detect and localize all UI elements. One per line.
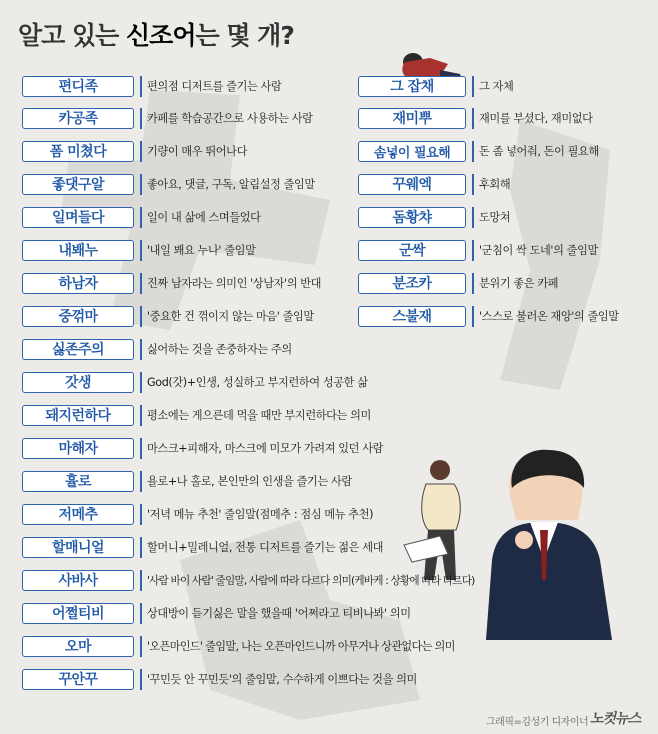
term-badge: 오마 — [22, 636, 134, 657]
term-badge: 할매니얼 — [22, 537, 134, 558]
term-row — [358, 303, 619, 329]
term-meaning: 진짜 남자라는 의미인 '상남자'의 반대 — [147, 277, 322, 290]
term-meaning: '스스로 불러온 재앙'의 줄임말 — [479, 310, 619, 323]
term-meaning: 돈 좀 넣어줘, 돈이 필요해 — [479, 145, 599, 158]
term-row — [22, 534, 383, 560]
term-badge: 솜넣이 필요해 — [358, 141, 466, 162]
term-meaning: '중요한 건 꺾이지 않는 마음' 줄임말 — [147, 310, 314, 323]
term-row — [358, 138, 599, 164]
term-badge: 폼 미쳤다 — [22, 141, 134, 162]
title-highlight: 신조어 — [126, 21, 196, 50]
term-row — [22, 237, 255, 263]
divider — [472, 273, 474, 294]
thinking-woman-illustration — [404, 460, 460, 580]
term-meaning: 카페를 학습공간으로 사용하는 사람 — [147, 112, 313, 125]
term-meaning: '군침이 싹 도네'의 줄임말 — [479, 244, 598, 257]
term-meaning: 할머니+밀레니얼, 전통 디저트를 즐기는 젊은 세대 — [147, 541, 384, 554]
term-meaning: 분위기 좋은 카페 — [479, 277, 559, 290]
term-badge: 돔황챠 — [358, 207, 466, 228]
divider — [140, 405, 142, 426]
page-title — [18, 16, 294, 52]
term-row — [22, 666, 417, 692]
term-row — [358, 105, 593, 131]
divider — [140, 207, 142, 228]
divider — [140, 372, 142, 393]
term-badge: 꾸안꾸 — [22, 669, 134, 690]
term-meaning: 싫어하는 것을 존중하자는 주의 — [147, 343, 292, 356]
term-meaning: 욜로+나 홀로, 본인만의 인생을 즐기는 사람 — [147, 475, 352, 488]
term-row — [22, 567, 474, 593]
divider — [472, 141, 474, 162]
divider — [140, 537, 142, 558]
term-badge: 그 잡채 — [358, 76, 466, 97]
term-row — [22, 435, 383, 461]
term-meaning: 평소에는 게으른데 먹을 때만 부지런하다는 의미 — [147, 409, 371, 422]
divider — [140, 669, 142, 690]
term-badge: 휼로 — [22, 471, 134, 492]
term-badge: 스불재 — [358, 306, 466, 327]
term-meaning: '내일 봬요 누나' 줄임말 — [147, 244, 256, 257]
term-badge: 분조카 — [358, 273, 466, 294]
term-meaning: 기량이 매우 뛰어나다 — [147, 145, 247, 158]
term-badge: 어쩔티비 — [22, 603, 134, 624]
divider — [140, 438, 142, 459]
term-meaning: 후회해 — [479, 178, 511, 191]
term-row — [358, 171, 510, 197]
term-row — [22, 303, 314, 329]
divider — [140, 141, 142, 162]
divider — [140, 273, 142, 294]
term-row — [22, 336, 292, 362]
divider — [140, 108, 142, 129]
term-badge: 일며들다 — [22, 207, 134, 228]
divider — [140, 339, 142, 360]
divider — [140, 174, 142, 195]
term-meaning: 마스크+피해자, 마스크에 미모가 가려져 있던 사람 — [147, 442, 384, 455]
term-row — [22, 73, 281, 99]
term-badge: 좋댓구알 — [22, 174, 134, 195]
term-row — [22, 468, 352, 494]
divider — [472, 76, 474, 97]
term-meaning: '오픈마인드' 줄임말, 나는 오픈마인드니까 아무거나 상관없다는 의미 — [147, 640, 455, 653]
term-meaning: '저녁 메뉴 추천' 줄임말(점메추 : 점심 메뉴 추천) — [147, 508, 374, 521]
divider — [140, 504, 142, 525]
term-badge: 재미뿌 — [358, 108, 466, 129]
term-meaning: '꾸민듯 안 꾸민듯'의 줄임말, 수수하게 이쁘다는 것을 의미 — [147, 673, 417, 686]
divider — [472, 240, 474, 261]
term-row — [22, 501, 373, 527]
term-badge: 사바사 — [22, 570, 134, 591]
term-badge: 싫존주의 — [22, 339, 134, 360]
title-prefix: 알고 있는 — [18, 21, 127, 50]
term-row — [22, 633, 455, 659]
divider — [140, 76, 142, 97]
term-row — [358, 204, 510, 230]
brand-logo: 노컷뉴스 — [590, 711, 641, 727]
term-row — [22, 105, 313, 131]
term-badge: 내봬누 — [22, 240, 134, 261]
term-row — [22, 369, 368, 395]
term-badge: 돼지런하다 — [22, 405, 134, 426]
divider — [472, 306, 474, 327]
term-meaning: God(갓)+인생, 성실하고 부지런하여 성공한 삶 — [147, 376, 368, 389]
term-meaning: 일이 내 삶에 스며들었다 — [147, 211, 261, 224]
thinking-man-illustration — [486, 450, 612, 640]
term-badge: 저메추 — [22, 504, 134, 525]
term-row — [22, 402, 371, 428]
term-badge: 카공족 — [22, 108, 134, 129]
term-meaning: 편의점 디저트를 즐기는 사람 — [147, 80, 282, 93]
divider — [140, 306, 142, 327]
term-meaning: 상대방이 듣기싫은 말을 했을때 '어쩌라고 티비나봐' 의미 — [147, 607, 411, 620]
term-row — [358, 270, 558, 296]
divider — [140, 471, 142, 492]
term-badge: 마해자 — [22, 438, 134, 459]
divider — [140, 570, 142, 591]
term-meaning: 좋아요, 댓글, 구독, 알림설정 줄임말 — [147, 178, 315, 191]
term-row — [358, 237, 598, 263]
term-badge: 군싹 — [358, 240, 466, 261]
term-meaning: 재미를 부셨다, 재미없다 — [479, 112, 593, 125]
graphic-credit: 그래픽=김성기 디자이너 — [486, 717, 589, 728]
divider — [140, 603, 142, 624]
term-meaning: '사람 바이 사람' 줄임말, 사람에 따라 다르다 의미(케바케 : 상황에 따라 다르다) — [147, 574, 475, 587]
term-row — [358, 73, 513, 99]
divider — [472, 174, 474, 195]
term-row — [22, 204, 261, 230]
term-badge: 하남자 — [22, 273, 134, 294]
title-suffix: 는 몇 개? — [195, 21, 294, 50]
term-badge: 편디족 — [22, 76, 134, 97]
divider — [472, 108, 474, 129]
divider — [140, 240, 142, 261]
term-meaning: 도망쳐 — [479, 211, 511, 224]
term-meaning: 그 자체 — [479, 80, 514, 93]
term-row — [22, 171, 315, 197]
term-row — [22, 600, 411, 626]
term-badge: 꾸웨엑 — [358, 174, 466, 195]
divider — [140, 636, 142, 657]
term-badge: 중꺾마 — [22, 306, 134, 327]
term-badge: 갓생 — [22, 372, 134, 393]
divider — [472, 207, 474, 228]
term-row — [22, 270, 321, 296]
term-row — [22, 138, 247, 164]
